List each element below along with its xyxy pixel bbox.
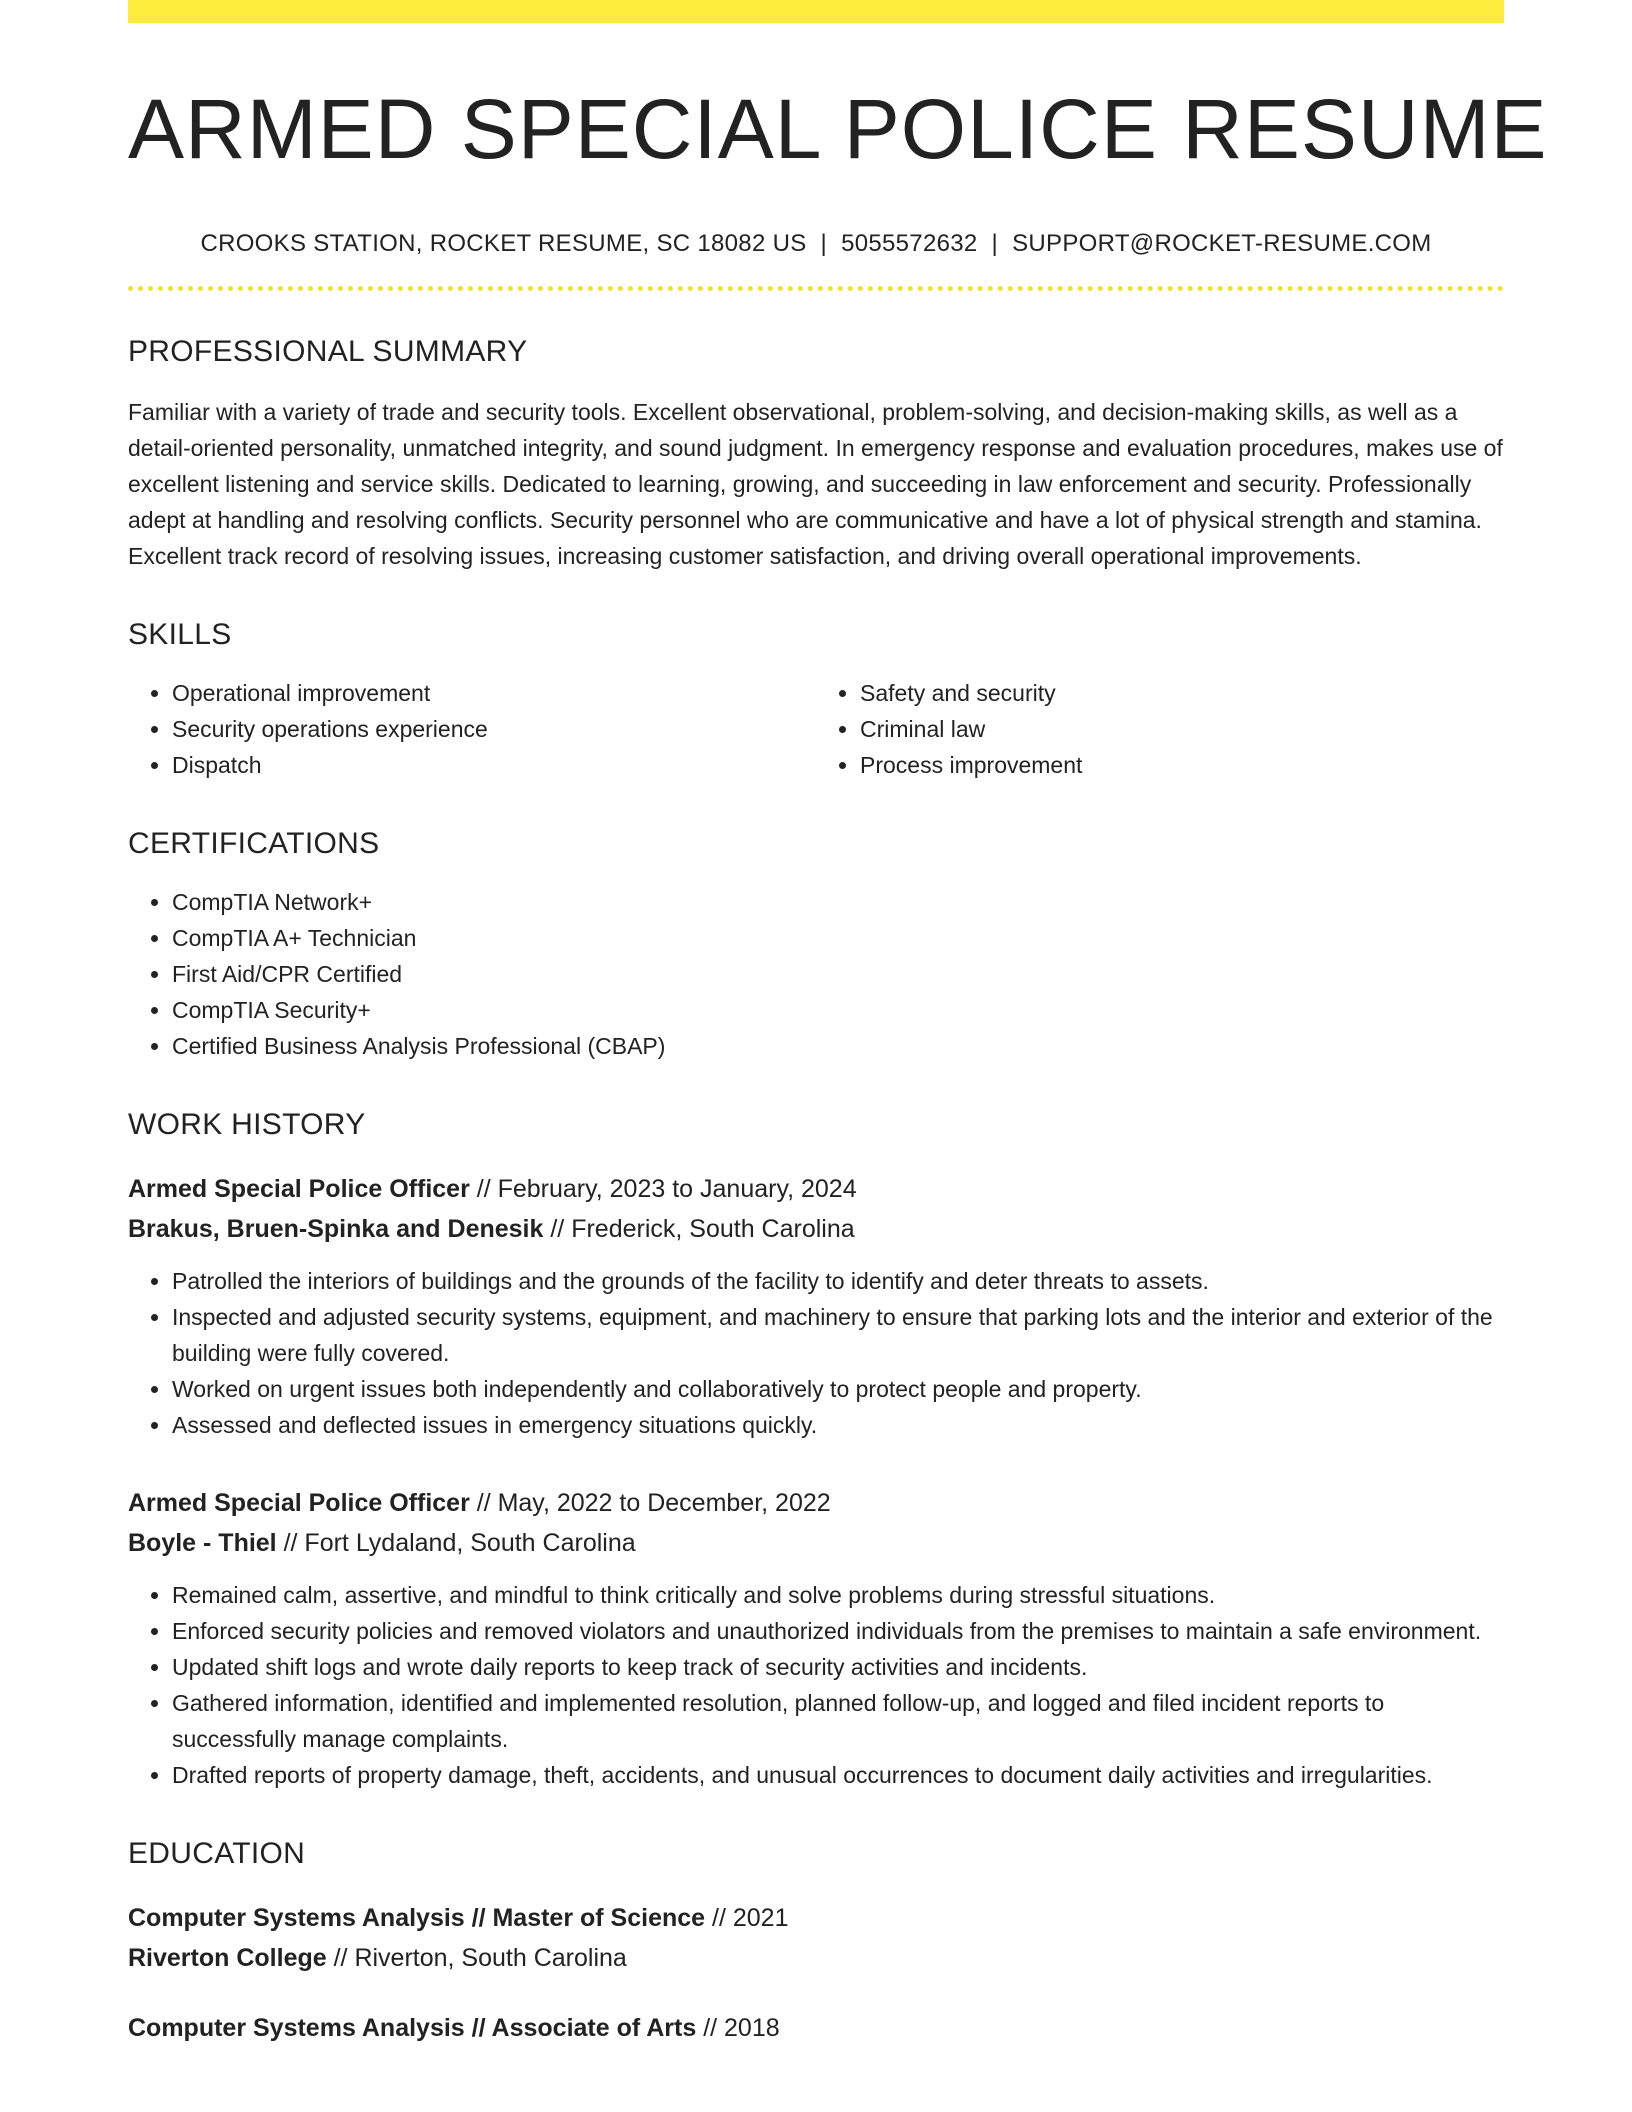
- education-degree-line: [128, 1898, 1504, 1938]
- job-bullet: • Gathered information, identified and implemented resolution, planned follow-up, and logged and filed incident reports to successfully manage complaints.: [172, 1685, 1504, 1757]
- contact-separator: |: [991, 230, 999, 258]
- work-history-heading: WORK HISTORY: [128, 1108, 366, 1142]
- skill-item: • Dispatch: [172, 747, 816, 783]
- contact-email: SUPPORT@ROCKET-RESUME.COM: [1012, 230, 1432, 258]
- resume-page: [128, 0, 1548, 2048]
- job-title-line: [128, 1169, 1504, 1209]
- job-title-line: [128, 1483, 1504, 1523]
- certification-item: • CompTIA A+ Technician: [172, 920, 1504, 956]
- education-entry: [128, 1898, 1504, 1978]
- skills-right-list: [816, 675, 1504, 783]
- job-bullet: • Assessed and deflected issues in emergency situations quickly.: [172, 1407, 1504, 1443]
- job-company: Brakus, Bruen-Spinka and Denesik: [128, 1215, 544, 1244]
- education-degree-line: [128, 2008, 1504, 2048]
- education-year: // 2021: [705, 1904, 789, 1933]
- job-bullet: • Worked on urgent issues both independently and collaboratively to protect people and property.: [172, 1371, 1504, 1407]
- job-bullet: • Enforced security policies and removed violators and unauthorized individuals from the premises to maintain a safe environment.: [172, 1613, 1504, 1649]
- summary-heading: PROFESSIONAL SUMMARY: [128, 335, 528, 369]
- skills-grid: [128, 675, 1504, 783]
- job-bullet: • Inspected and adjusted security systems, equipment, and machinery to ensure that parking lots and the interior and exterior of the building were fully covered.: [172, 1299, 1504, 1371]
- education-degree: Computer Systems Analysis // Associate of Arts: [128, 2014, 697, 2043]
- summary-text: Familiar with a variety of trade and security tools. Excellent observational, problem-solving, and decision-making skills, as well as a detail-oriented personality, unmatched integrity, and sound judgment. In emergency response and evaluation procedures, makes use of excellent listening and service skills. Dedicated to learning, growing, and succeeding in law enforcement and security. Professionally adept at handling and resolving conflicts. Security personnel who are communicative and have a lot of physical strength and stamina. Excellent track record of resolving issues, increasing customer satisfaction, and driving overall operational improvements.: [128, 399, 1503, 570]
- education-school-line: [128, 1938, 1504, 1978]
- education-year: // 2018: [696, 2014, 780, 2043]
- job-bullet: • Patrolled the interiors of buildings and the grounds of the facility to identify and deter threats to assets.: [172, 1263, 1504, 1299]
- contact-phone: 5055572632: [841, 230, 978, 258]
- job-location: // Frederick, South Carolina: [543, 1215, 855, 1244]
- certification-item: • CompTIA Security+: [172, 992, 1504, 1028]
- job-location: // Fort Lydaland, South Carolina: [276, 1529, 636, 1558]
- skill-item: • Security operations experience: [172, 711, 816, 747]
- resume-title: ARMED SPECIAL POLICE RESUME: [128, 82, 1548, 176]
- job-company: Boyle - Thiel: [128, 1529, 277, 1558]
- education-heading: EDUCATION: [128, 1837, 306, 1871]
- skills-left-list: [128, 675, 816, 783]
- job-bullet: • Updated shift logs and wrote daily reports to keep track of security activities and incidents.: [172, 1649, 1504, 1685]
- job-dates: // February, 2023 to January, 2024: [469, 1175, 857, 1204]
- job-dates: // May, 2022 to December, 2022: [469, 1489, 831, 1518]
- job-bullets: [128, 1577, 1504, 1793]
- education-location: // Riverton, South Carolina: [326, 1944, 627, 1973]
- skill-item: • Criminal law: [860, 711, 1504, 747]
- certification-item: • Certified Business Analysis Professional (CBAP): [172, 1028, 1504, 1064]
- dotted-divider: [128, 286, 1504, 291]
- contact-line: [128, 230, 1504, 258]
- job-role: Armed Special Police Officer: [128, 1489, 470, 1518]
- top-accent-bar: [128, 0, 1504, 23]
- job-role: Armed Special Police Officer: [128, 1175, 470, 1204]
- job-entry: [128, 1483, 1504, 1793]
- contact-separator: |: [820, 230, 828, 258]
- education-school: Riverton College: [128, 1944, 327, 1973]
- certifications-list: [128, 884, 1504, 1064]
- skills-heading: SKILLS: [128, 618, 232, 652]
- certification-item: • CompTIA Network+: [172, 884, 1504, 920]
- job-company-line: [128, 1209, 1504, 1249]
- job-bullet: • Drafted reports of property damage, theft, accidents, and unusual occurrences to document daily activities and irregularities.: [172, 1757, 1504, 1793]
- education-entry: [128, 2008, 1504, 2048]
- job-entry: [128, 1169, 1504, 1443]
- certification-item: • First Aid/CPR Certified: [172, 956, 1504, 992]
- skill-item: • Operational improvement: [172, 675, 816, 711]
- contact-address: CROOKS STATION, ROCKET RESUME, SC 18082 US: [200, 230, 807, 258]
- job-company-line: [128, 1523, 1504, 1563]
- certifications-heading: CERTIFICATIONS: [128, 827, 380, 861]
- skill-item: • Process improvement: [860, 747, 1504, 783]
- skill-item: • Safety and security: [860, 675, 1504, 711]
- job-bullets: [128, 1263, 1504, 1443]
- job-bullet: • Remained calm, assertive, and mindful to think critically and solve problems during stressful situations.: [172, 1577, 1504, 1613]
- education-degree: Computer Systems Analysis // Master of Science: [128, 1904, 706, 1933]
